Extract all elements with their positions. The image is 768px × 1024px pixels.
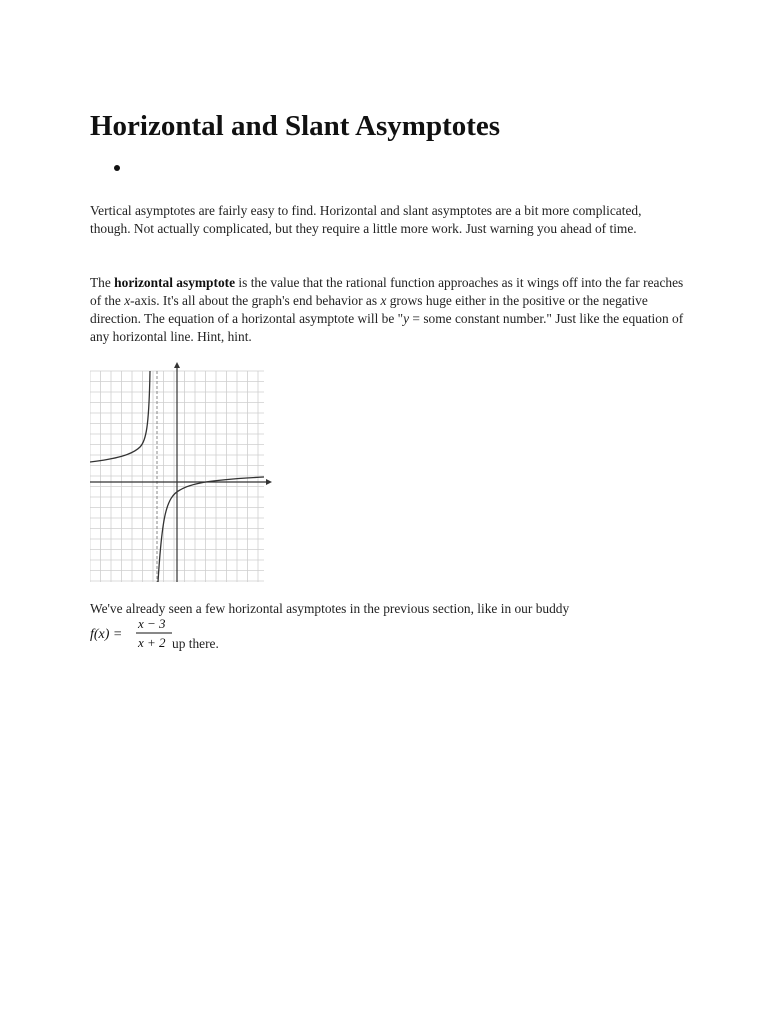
formula-lhs: f(x) = xyxy=(90,627,123,642)
definition-text-1: is the value that the rational function approaches as it wings off into the far reaches of the xyxy=(90,275,684,308)
empty-bullet-list xyxy=(114,165,120,171)
definition-text-4: = some constant number." Just like the equation of any horizontal line. Hint, hint. xyxy=(90,311,684,344)
formula-tail-text: up there. xyxy=(172,636,219,651)
left-curve-branch xyxy=(90,371,150,462)
formula-denominator: x + 2 xyxy=(138,635,166,650)
definition-text-2: -axis. It's all about the graph's end behavior as xyxy=(130,293,381,308)
function-formula xyxy=(90,616,172,650)
asymptote-graph xyxy=(90,357,276,587)
x-variable-2: x xyxy=(380,293,387,308)
asymptote-graph-figure xyxy=(90,357,276,587)
definition-paragraph xyxy=(90,274,685,346)
definition-text-3: grows huge either in the positive or the negative direction. The equation of a horizontal asymptote will be " xyxy=(90,293,648,326)
y-variable: y xyxy=(403,311,410,326)
intro-paragraph: Vertical asymptotes are fairly easy to find. Horizontal and slant asymptotes are a bit more complicated, though. Not actually complicated, but they require a little more work. Just warning you ahead of time. xyxy=(90,203,642,236)
x-variable: x xyxy=(124,293,131,308)
formula-numerator: x − 3 xyxy=(138,616,166,631)
page-title: Horizontal and Slant Asymptotes xyxy=(90,110,501,142)
bullet-marker xyxy=(114,165,120,171)
definition-term: horizontal asymptote xyxy=(114,275,236,290)
followup-paragraph: We've already seen a few horizontal asymptotes in the previous section, like in our buddy xyxy=(90,601,570,616)
y-axis-arrow xyxy=(174,362,180,368)
x-axis-arrow xyxy=(266,479,272,485)
definition-lead: The xyxy=(90,275,115,290)
